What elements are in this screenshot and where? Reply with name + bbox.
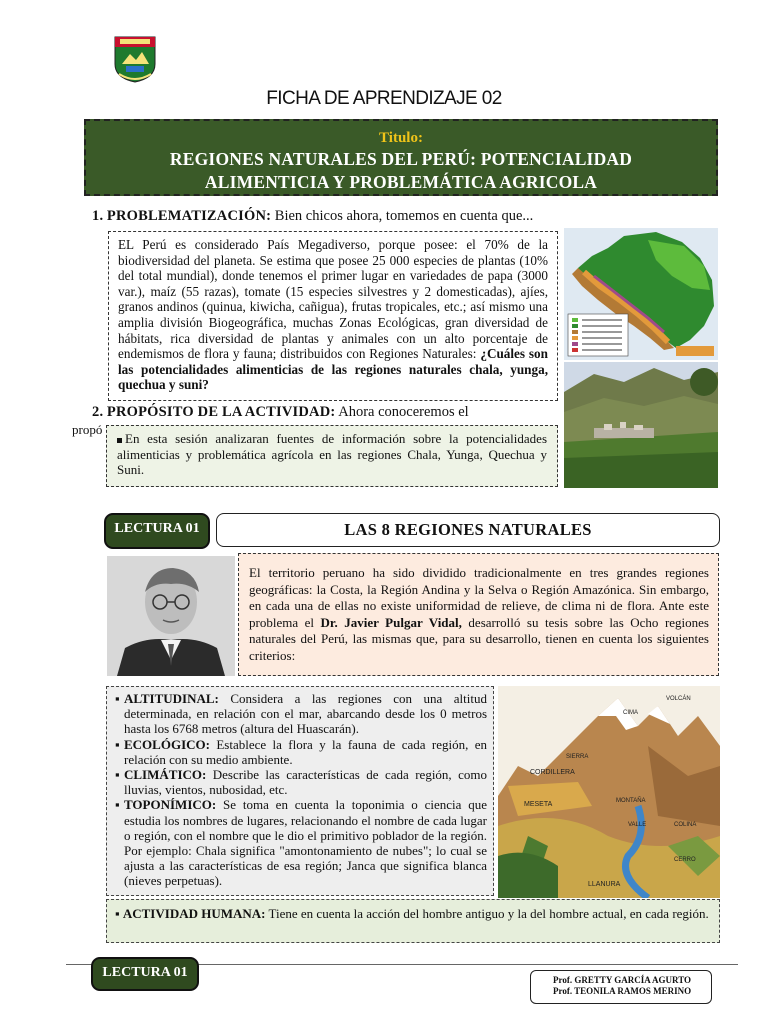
bullet-icon: ▪ <box>115 767 120 783</box>
criterion-term: TOPONÍMICO: <box>124 797 217 813</box>
criterion-item <box>115 691 487 737</box>
bullet-icon: ▪ <box>115 797 120 813</box>
criterion-item <box>115 797 487 888</box>
criterion-item <box>115 767 487 797</box>
title-line-2: ALIMENTICIA Y PROBLEMÁTICA AGRICOLA <box>204 172 598 192</box>
label-meseta: MESETA <box>524 801 553 808</box>
section-2-number: 2. <box>92 404 104 420</box>
criterion-text: Considera a las regiones con una altitud determinada, en relación con el mar, abarcando desde los 0 metros hasta los 6768 metros (altura del Huascarán). <box>124 691 487 737</box>
criterion-text: Establece la flora y la fauna de cada región, en relación con su medio ambiente. <box>124 736 487 767</box>
landforms-illustration <box>498 686 720 898</box>
section-2-heading <box>92 404 469 421</box>
criterion-text: Se toma en cuenta la toponimia o ciencia que estudia los nombres de lugares, relacionando el nombre de cada lugar o región, con el nombre que le dio el primitivo poblador de la región. Por ejemplo: Chala significa "amontonamiento de nubes"; lo cual se ajusta a las características de esa región; Janca que significa blanca (nieves perpetuas). <box>124 797 487 889</box>
criterion-term: CLIMÁTICO: <box>124 767 207 783</box>
label-cima: CIMA <box>623 710 638 716</box>
label-cerro: CERRO <box>674 857 696 863</box>
purpose-box <box>106 425 558 487</box>
criterion-term: ECOLÓGICO: <box>124 736 210 752</box>
intro-text-start: El territorio peruano ha sido dividido tradicionalmente en tres grandes regiones geográficas: la Costa, la Región Andina y la Selva o Región Amazónica. Sin embargo, en cada una de ellas no existe uniformidad de relieve, de clima ni de flora. Ante este problema el <box>249 565 709 630</box>
label-valle: VALLE <box>628 822 647 828</box>
criterion-term: ALTITUDINAL: <box>124 691 219 706</box>
human-activity-text: Tiene en cuenta la acción del hombre antiguo y la del hombre actual, en cada región. <box>265 906 709 921</box>
human-activity-box <box>106 899 720 943</box>
problem-body: EL Perú es considerado País Megadiverso, porque posee: el 70% de la biodiversidad del planeta. Se estima que posee 25 000 especies de plantas (10% del total mundial), donde tenemos el primer lugar en variedades de papa (3000 var.), maíz (55 razas), tomate (15 especies silvestres y 2 domesticadas), ajíes, granos andinos (quinua, kiwicha, cañigua), frutas tropicales, etc.; así mismo una amplia división Biogeográfica, muchas Zonas Ecológicas, gran diversidad de hábitats, rica diversidad de plantas y animales con un alto porcentaje de endemismos de flora y fauna; distribuidos con Regiones Naturales: <box>118 237 548 362</box>
teacher-name-1: Prof. GRETTY GARCÍA AGURTO <box>553 975 692 985</box>
teachers-box <box>530 970 712 1004</box>
lectura-badge: LECTURA 01 <box>104 513 210 549</box>
label-volcan: VOLCÁN <box>666 696 691 702</box>
section-1-intro: Bien chicos ahora, tomemos en cuenta que... <box>274 208 534 224</box>
title-banner <box>84 119 718 196</box>
section-1-number: 1. <box>92 208 104 224</box>
criteria-box <box>106 686 494 896</box>
lectura-badge-footer: LECTURA 01 <box>91 957 199 991</box>
bullet-icon: ▪ <box>115 906 123 921</box>
label-sierra: SIERRA <box>566 754 589 760</box>
section-2-overflow-text: propó <box>72 422 103 437</box>
intro-text-end: desarrolló su tesis sobre las Ocho regiones naturales del Perú, las mismas que, para su desarrollo, tienen en cuenta los siguientes criterios: <box>249 614 709 663</box>
criterion-text: Describe las características de cada región, como lluvias, vientos, nubosidad, etc. <box>124 767 487 798</box>
bullet-icon: ▪ <box>115 691 120 706</box>
reading-title: LAS 8 REGIONES NATURALES <box>216 513 720 547</box>
label-montana: MONTAÑA <box>616 798 646 804</box>
reading-intro-box <box>238 553 719 676</box>
label-colina: COLINA <box>674 822 697 828</box>
andean-village-photo <box>564 362 718 488</box>
human-activity-term: ACTIVIDAD HUMANA: <box>122 906 266 921</box>
criterion-item <box>115 737 487 767</box>
title-line-1: REGIONES NATURALES DEL PERÚ: POTENCIALIDAD <box>169 149 633 169</box>
label-cordillera: CORDILLERA <box>530 769 575 776</box>
label-llanura: LLANURA <box>588 881 621 888</box>
intro-author-name: Dr. Javier Pulgar Vidal, <box>320 614 462 630</box>
purpose-text: En esta sesión analizaran fuentes de información sobre la potencialidades alimenticias y problemática agrícola en las regiones Chala, Yunga, Quechua y Suni. <box>117 431 547 478</box>
section-1-heading <box>92 208 533 225</box>
bullet-icon: ▪ <box>115 736 120 752</box>
problem-question: ¿Cuáles son las potencialidades alimenticias de las regiones naturales chala, yunga, quechua y suni? <box>118 346 548 393</box>
javier-pulgar-vidal-portrait <box>107 556 235 676</box>
school-crest-icon <box>112 34 158 84</box>
title-label: Titulo: <box>379 130 423 146</box>
teacher-name-2: Prof. TEONILA RAMOS MERINO <box>553 986 692 996</box>
document-title: FICHA DE APRENDIZAJE 02 <box>266 88 502 109</box>
section-2-title: PROPÓSITO DE LA ACTIVIDAD: <box>106 404 336 420</box>
section-2-intro: Ahora conoceremos el <box>338 404 469 420</box>
section-1-title: PROBLEMATIZACIÓN: <box>106 208 272 224</box>
bullet-icon <box>117 438 122 443</box>
peru-regions-map-image <box>564 228 718 360</box>
problem-text-box <box>108 231 558 401</box>
